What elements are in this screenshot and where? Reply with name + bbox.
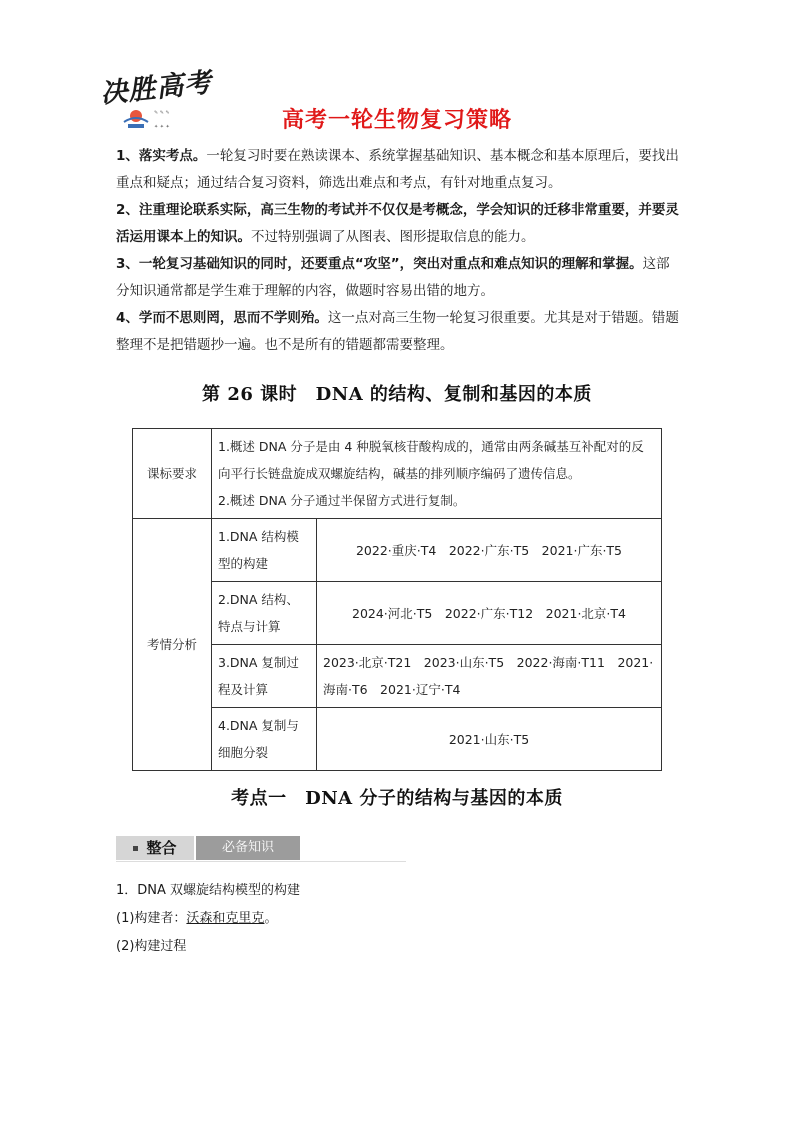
requirement-line: 2.概述 DNA 分子通过半保留方式进行复制。 bbox=[218, 493, 466, 508]
tip-bold: 4、学而不思则罔，思而不学则殆。 bbox=[116, 310, 328, 326]
tip-item bbox=[116, 251, 682, 305]
tip-text: 一轮复习时要在熟读课本、系统掌握基础知识、基本概念和基本原理后，要找出重点和疑点；通过结合复习资料，筛选出难点和考点，有针对地重点复习。 bbox=[116, 148, 679, 191]
refs-cell: 2023·北京·T21 2023·山东·T5 2022·海南·T11 2021·海南·T6 2021·辽宁·T4 bbox=[317, 645, 662, 708]
curriculum-table bbox=[132, 428, 662, 771]
banner-left-label: 整合 bbox=[146, 839, 177, 857]
divider bbox=[116, 861, 406, 862]
refs-cell: 2024·河北·T5 2022·广东·T12 2021·北京·T4 bbox=[317, 582, 662, 645]
logo-text: 决胜高考 bbox=[99, 67, 214, 110]
svg-text:✎ ✎ ✎: ✎ ✎ ✎ bbox=[154, 110, 170, 116]
tip-bold: 1、落实考点。 bbox=[116, 148, 207, 164]
tip-text: 这部分知识通常都是学生难于理解的内容，做题时容易出错的地方。 bbox=[116, 256, 670, 299]
strategy-tips bbox=[116, 143, 682, 359]
table-row bbox=[133, 429, 662, 519]
square-bullet-icon bbox=[133, 846, 138, 851]
tip-text: 不过特别强调了从图表、图形提取信息的能力。 bbox=[251, 229, 535, 245]
table-row bbox=[133, 519, 662, 582]
table-row bbox=[133, 582, 662, 645]
tip-bold: 2、注重理论联系实际，高三生物的考试并不仅仅是考概念，学会知识的迁移非常重要，并要灵活运用课本上的知识。 bbox=[116, 202, 679, 245]
topic-cell: 2.DNA 结构、特点与计算 bbox=[212, 582, 317, 645]
requirements-label: 课标要求 bbox=[133, 429, 212, 519]
body-line-suffix: 。 bbox=[264, 911, 278, 926]
topic-cell: 4.DNA 复制与细胞分裂 bbox=[212, 708, 317, 771]
lesson-title: 第 26 课时 DNA 的结构、复制和基因的本质 bbox=[202, 384, 592, 405]
section-banner bbox=[116, 836, 300, 860]
answer-underlined: 沃森和克里克 bbox=[186, 911, 265, 926]
analysis-label: 考情分析 bbox=[133, 519, 212, 771]
body-line: 1．DNA 双螺旋结构模型的构建 bbox=[116, 883, 301, 898]
body-line: (2)构建过程 bbox=[116, 939, 187, 954]
table-row bbox=[133, 645, 662, 708]
main-title: 高考一轮生物复习策略 bbox=[281, 108, 512, 133]
section-title: 考点一 DNA 分子的结构与基因的本质 bbox=[231, 788, 563, 809]
refs-cell: 2022·重庆·T4 2022·广东·T5 2021·广东·T5 bbox=[317, 519, 662, 582]
tip-item bbox=[116, 305, 682, 359]
requirements-cell bbox=[212, 429, 662, 519]
banner-left bbox=[116, 836, 194, 860]
body-line-prefix: (1)构建者： bbox=[116, 911, 187, 926]
topic-cell: 3.DNA 复制过程及计算 bbox=[212, 645, 317, 708]
banner-right-label: 必备知识 bbox=[196, 836, 300, 860]
tip-item bbox=[116, 143, 682, 197]
table-row bbox=[133, 708, 662, 771]
body-text bbox=[116, 877, 682, 961]
topic-cell: 1.DNA 结构模型的构建 bbox=[212, 519, 317, 582]
tip-item bbox=[116, 197, 682, 251]
requirement-line: 1.概述 DNA 分子是由 4 种脱氧核苷酸构成的，通常由两条碱基互补配对的反向平行长链盘旋成双螺旋结构，碱基的排列顺序编码了遗传信息。 bbox=[218, 439, 644, 481]
body-line bbox=[116, 905, 682, 933]
tip-bold: 3、一轮复习基础知识的同时，还要重点“攻坚”，突出对重点和难点知识的理解和掌握。 bbox=[116, 256, 643, 272]
tip-text: 这一点对高三生物一轮复习很重要。尤其是对于错题。错题整理不是把错题抄一遍。也不是所有的错题都需要整理。 bbox=[116, 310, 679, 353]
svg-text:✦ ✦ ✦: ✦ ✦ ✦ bbox=[154, 124, 170, 130]
refs-cell: 2021·山东·T5 bbox=[317, 708, 662, 771]
